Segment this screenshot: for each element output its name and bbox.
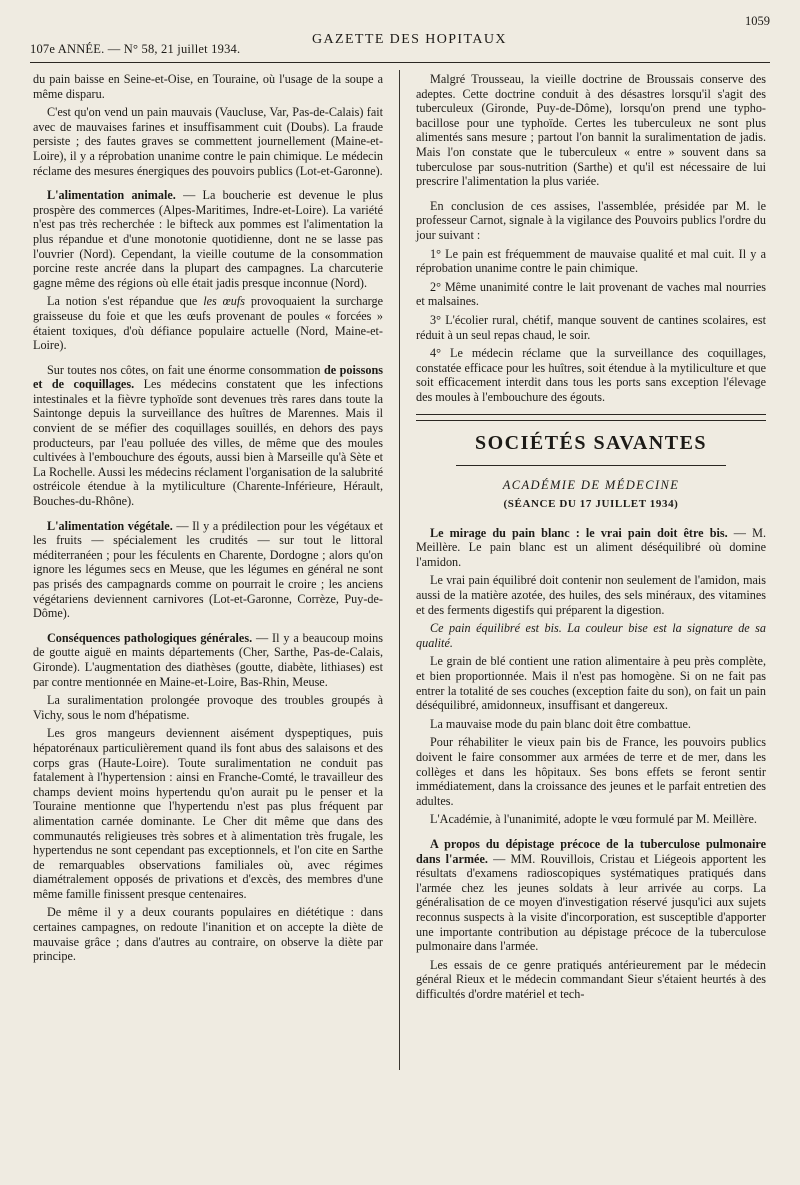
paragraph-text: provoquaient la surcharge graisseuse du foie et que les œufs provenant de poules « forcées » étaient toxiques, d'où défiance populaire actuelle (Nord, Maine-et-Loire).	[33, 294, 383, 353]
academy-heading: ACADÉMIE DE MÉDECINE	[502, 478, 680, 493]
session-date: (SÉANCE DU 17 JUILLET 1934)	[503, 498, 679, 511]
paragraph: Les gros mangeurs deviennent aisément dyspeptiques, puis hépatorénaux particulièrement quand ils font abus des salaisons et des corps gras (Haute-Loire). Toute suralimentation ne conduit pas fatalement à l'hypertension : ainsi en Franche-Comté, le travailleur des champs devient moins hypertendu qu'on aurait pu le penser et la Touraine mentionne que l'hypertendu n'est pas plus fréquent par alimentation carnée dominante. Le Cher dit même que dans des communautés religieuses très sobres et à alimentation très frugale, les hypertendus ne sont cependant pas exceptionnels, et l'on cite en Sarthe de remarquables observations familiales où, avec régimes diamétralement opposés de privations et d'excès, des membres d'une même famille finissent presque centenaires.	[33, 726, 383, 901]
paragraph: du pain baisse en Seine-et-Oise, en Touraine, où l'usage de la soupe a même disparu.	[33, 72, 383, 101]
paragraph: La mauvaise mode du pain blanc doit être combattue.	[430, 716, 691, 731]
italic-text: les œufs	[203, 294, 246, 309]
paragraph: C'est qu'on vend un pain mauvais (Vaucluse, Var, Pas-de-Calais) fait avec de mauvaises farines et insuffisamment cuit (Doubs). La fraude persiste ; des fautes graves se commettent journellement (Maine-et-Loire), il y a réprobation unanime contre le pain chimique. Le médecin réclame des mesures énergiques des pouvoirs publics (Lot-et-Garonne).	[33, 105, 383, 178]
author: — M. Meillère.	[416, 525, 766, 555]
paragraph: En conclusion de ces assises, l'assemblée, présidée par M. le professeur Carnot, signale à la vigilance des Pouvoirs publics l'ordre du jour suivant :	[416, 198, 766, 242]
header-rule	[30, 62, 770, 63]
paragraph	[416, 837, 766, 954]
paragraph: De même il y a deux courants populaires en diététique : dans certaines campagnes, on redoute l'inanition et on accepte la diète de mauvaise grâce ; dans d'autres au contraire, on observe la diète par principe.	[33, 905, 383, 964]
paragraph: La suralimentation prolongée provoque des troubles groupés à Vichy, sous le nom d'hépatisme.	[33, 693, 383, 722]
resolution-item: 2° Même unanimité contre le lait provenant de vaches mal nourries et malsaines.	[416, 279, 766, 309]
paragraph-text: Sur toutes nos côtes, on fait une énorme consommation	[47, 362, 324, 377]
column-divider	[399, 70, 400, 1070]
paragraph	[33, 519, 383, 621]
subheading: L'alimentation animale.	[47, 188, 176, 203]
paragraph-text: — MM. Rouvillois, Cristau et Liégeois apportent les résultats d'examens radioscopiques systématiques pratiqués dans l'armée chez les jeunes soldats à leur arrivée au corps. La généralisation de ce moyen d'investigation réservé jusqu'ici aux sujets reconnus suspects à la visite d'incorporation, est susceptible d'apporter une importante contribution au dépistage précoce de la tuberculose pulmonaire dans l'armée.	[416, 851, 767, 954]
resolution-item: 4° Le médecin réclame que la surveillance des coquillages, constatée efficace pour les huîtres, soit étendue à la mytiliculture et que soit efficacement interdit dans tous les ports sans exception l'élevage des moules à l'embouchure des égouts.	[416, 346, 766, 404]
paragraph-text: Les médecins constatent que les infections intestinales et la fièvre typhoïde sont devenues très rares dans toute la Saintonge depuis la surveillance des huîtres de Marennes. Mais il convient de se méfier des coquillages souillés, en dehors des pays producteurs, par l'eau polluée des villes, de même que des moules cultivées à l'embouchure des égouts, aussi bien à Marseille qu'à Sète et La Rochelle. Aussi les médecins réclament l'organisation de la salubrité ostréicole étendue à la mytiliculture (Charente-Inférieure, Hérault, Bouches-du-Rhône).	[33, 377, 383, 509]
paragraph: Malgré Trousseau, la vieille doctrine de Broussais conserve des adeptes. Cette doctrine conduit à des désastres lorsqu'il s'agit des tuberculeux (Gironde, Puy-de-Dôme), lorsqu'on prend une typho-bacillose pour une typhoïde. Certes les tuberculeux ne sont plus alimentés sans mesure ; partout l'on bannit la suralimentation de jadis. Mais l'on constate que le tuberculeux « entre » souvent dans sa tuberculose par sous-nutrition (Sarthe) et qu'il est nécessaire de lui prescrire l'alimentation la plus variée.	[416, 72, 766, 189]
paragraph	[33, 631, 383, 689]
paragraph: Les essais de ce genre pratiqués antérieurement par le médecin général Rieux et le médecin commandant Sieur s'étaient heurtés à des difficultés d'ordre matériel et tech-	[416, 957, 766, 1001]
page-header	[30, 8, 770, 56]
subheading: Conséquences pathologiques générales.	[47, 630, 253, 645]
paragraph: L'Académie, à l'unanimité, adopte le vœu formulé par M. Meillère.	[430, 812, 757, 827]
resolution-item: 3° L'écolier rural, chétif, manque souvent de cantines scolaires, est réduit à un seul repas chaud, le soir.	[416, 312, 766, 342]
paragraph-text: — La boucherie est devenue le plus prospère des commerces (Alpes-Maritimes, Indre-et-Loire). La variété n'est pas très recherchée : le bifteck aux pommes est l'alimentation la plus répandue et d'une monotonie quotidienne, dont ne se lasse pas l'ouvrier (Nord). Cependant, la vieille coutume de la consommation porcine reste ancrée dans la plupart des campagnes. La charcuterie gagne même des régions où elle était jadis presque inconnue (Nord).	[33, 188, 384, 290]
paragraph	[33, 188, 383, 290]
left-column	[33, 72, 383, 968]
paragraph	[33, 363, 383, 509]
paragraph: Ce pain équilibré est bis. La couleur bise est la signature de sa qualité.	[416, 621, 766, 650]
paragraph	[33, 294, 383, 352]
subheading: L'alimentation végétale.	[47, 518, 173, 533]
title-rule	[456, 465, 726, 466]
subheading: de poissons et de coquillages.	[33, 362, 383, 392]
right-column	[416, 72, 766, 1005]
paragraph-text: — Il y a prédilection pour les végétaux et les fruits — spécialement les crudités — sur tout le littoral méditerranéen ; pour les féculents en Charente, Dordogne ; alors qu'on ignore les légumes secs en Meuse, que les légumes en général ne sont pas prisés des campagnards comme on pourrait le croire ; les anciens végétariens deviennent carnivores (Lot-et-Garonne, Corrèze, Puy-de-Dôme).	[33, 518, 383, 621]
paragraph: Le grain de blé contient une ration alimentaire à peu près complète, et bien proportionnée. Mais il n'est pas homogène. Si on ne fait pas entrer la totalité de ses couches (exception faite du son), on fait un pain déséquilibré, amidonneux, insuffisant et dangereux.	[416, 654, 766, 713]
section-rule	[416, 414, 766, 421]
subheading: A propos du dépistage précoce de la tuberculose pulmonaire dans l'armée.	[416, 836, 766, 866]
paragraph: Pour réhabiliter le vieux pain bis de France, les pouvoirs publics doivent le faire consommer aux armées de terre et de mer, dans les collèges et dans les hôpitaux. Ses bons effets se feront sentir immédiatement, dans la croissance des jeunes et le parfait entretien des adultes.	[416, 735, 766, 808]
subheading: Le mirage du pain blanc : le vrai pain doit être bis.	[430, 525, 728, 540]
issue-info: 107e ANNÉE. — N° 58, 21 juillet 1934.	[30, 42, 241, 56]
section-title: SOCIÉTÉS SAVANTES	[474, 432, 708, 455]
page-number: 1059	[745, 14, 770, 28]
paragraph-text: Le pain blanc est un aliment déséquilibré où domine l'amidon.	[416, 540, 766, 569]
paragraph-text: La notion s'est répandue que	[47, 294, 204, 309]
paragraph	[416, 526, 766, 570]
journal-title: GAZETTE DES HOPITAUX	[312, 32, 507, 47]
paragraph-text: — Il y a beaucoup moins de goutte aiguë en maints départements (Cher, Sarthe, Pas-de-Calais, Gironde). L'augmentation des diathèses (goutte, diabète, lithiases) est par contre mentionnée en Maine-et-Loire, Bas-Rhin, Meuse.	[33, 630, 383, 689]
paragraph: Le vrai pain équilibré doit contenir non seulement de l'amidon, mais aussi de la matière azotée, des huiles, des sels minéraux, des vitamines et des ferments digestifs qui préparent la digestion.	[416, 573, 766, 617]
resolution-item: 1° Le pain est fréquemment de mauvaise qualité et mal cuit. Il y a réprobation unanime contre le pain chimique.	[416, 246, 766, 276]
